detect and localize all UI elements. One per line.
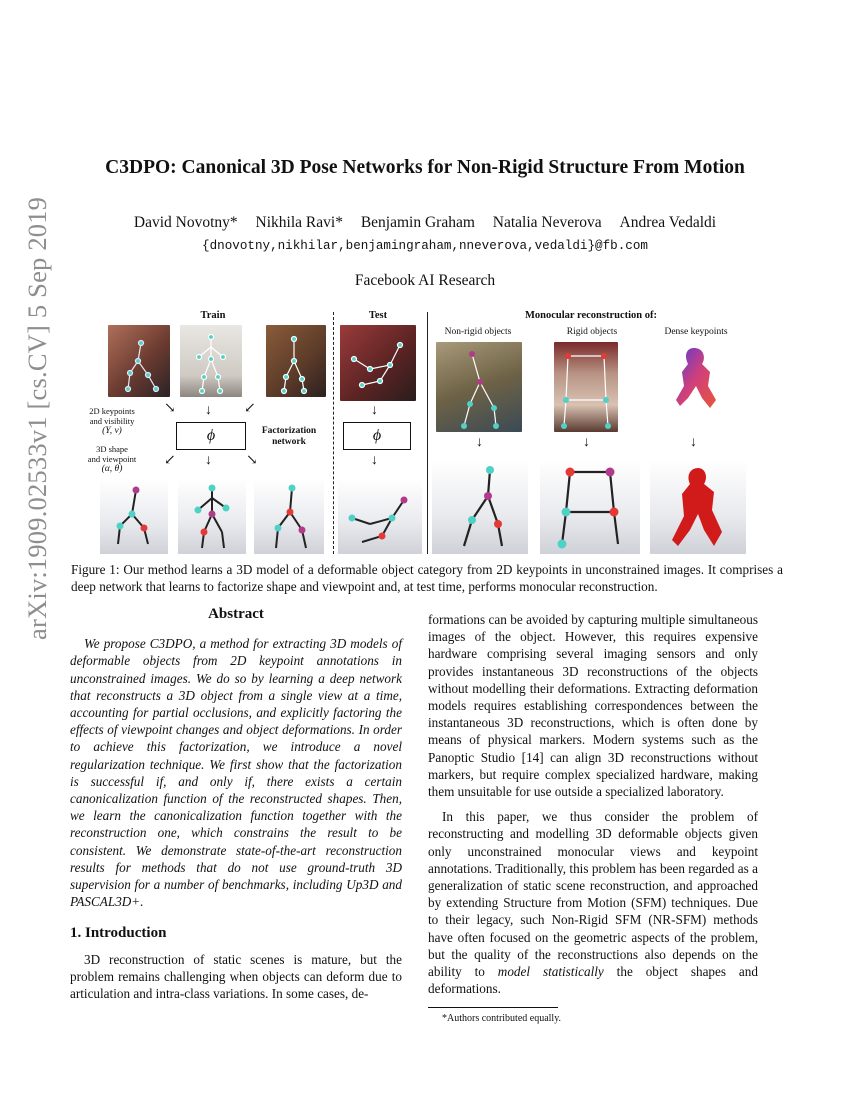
left-column [70, 606, 402, 1002]
skeleton-render [432, 460, 528, 554]
affiliation: Facebook AI Research [354, 272, 496, 289]
figure-1 [86, 308, 766, 558]
figure-caption: Figure 1: Our method learns a 3D model of a deformable object category from 2D keypoints in unconstrained images. It comprises a deep network that learns to factorize shape and viewpoint and, at test time, performs monocular reconstruction. [71, 562, 783, 594]
dense-figure [664, 342, 728, 414]
nonrigid-label: Non-rigid objects [444, 327, 512, 337]
dense-label: Dense keypoints [664, 327, 728, 337]
abstract-text: We propose C3DPO, a method for extracting 3D models of deformable objects from 2D keypoint annotations in unconstrained images. We do so by learning a deep network that reconstructs a 3D object from a single view at a time, accounting for partial occlusions, and explicitly factoring the effects of viewpoint changes and object deformations. In order to achieve this factorization, we introduce a novel regularization technique. We first show that the factorization is successful if, and only if, there exists a certain canonicalization function of the reconstructed shapes. Then, we learn the canonicalization function together with the reconstruction one, which constrains the result to be consistent. We demonstrate state-of-the-art reconstruction results for methods that do not use ground-truth 3D supervision for a number of benchmarks, including Up3D and PASCAL3D+. [70, 636, 402, 910]
author: Natalia Neverova [492, 214, 602, 231]
rigid-label: Rigid objects [566, 327, 618, 337]
arrow-icon: ↓ [371, 453, 378, 468]
arrow-icon: ↘ [164, 401, 176, 416]
skeleton-overlay [266, 325, 326, 397]
skeleton-render [178, 478, 246, 554]
dense-mesh-render [650, 460, 746, 554]
skeleton-render [254, 478, 324, 554]
test-render [338, 478, 422, 554]
train-photo [108, 325, 170, 397]
test-label: Test [368, 310, 388, 321]
arxiv-identifier: arXiv:1909.02533v1 [cs.CV] 5 Sep 2019 [22, 196, 52, 640]
train-photo [180, 325, 242, 397]
body-paragraph: In this paper, we thus consider the problem of reconstructing and modelling 3D deformable objects given only unconstrained monocular views and keypoint annotations. Traditionally, this problem has been regarded as a generalization of static scene reconstruction, and approached by extending Structure from Motion (SFM) techniques. Due to their legacy, such Non-Rigid SFM (NR-SFM) methods have often focused on the geometric aspects of the problem, but the quality of the reconstructions also depends on the ability to model statistically the object shapes and deformations. [428, 809, 758, 997]
author: Nikhila Ravi* [255, 214, 343, 231]
train-render [178, 478, 246, 554]
test-factorization-box: ϕ [343, 422, 411, 450]
train-label: Train [200, 310, 226, 321]
arrow-icon: ↓ [205, 403, 212, 418]
skeleton-render [338, 478, 422, 554]
skeleton-overlay [340, 325, 416, 401]
keypoints-label: 2D keypoints and visibility (Y, v) [89, 406, 135, 436]
author: Andrea Vedaldi [619, 214, 717, 231]
skeleton-render [100, 478, 168, 554]
train-photo [266, 325, 326, 397]
dense-render [650, 460, 746, 554]
train-test-divider [333, 312, 334, 554]
author: Benjamin Graham [360, 214, 475, 231]
intro-paragraph: 3D reconstruction of static scenes is mature, but the problem remains challenging when objects can deform due to articulation and intra-class variations. In some cases, de- [70, 951, 402, 1002]
train-render [100, 478, 168, 554]
test-photo [340, 325, 416, 401]
mono-label: Monocular reconstruction of: [524, 310, 657, 321]
skeleton-render [540, 460, 640, 554]
rigid-render [540, 460, 640, 554]
train-render [254, 478, 324, 554]
arrow-icon: ↓ [690, 435, 697, 450]
paper-title: C3DPO: Canonical 3D Pose Networks for Non-Rigid Structure From Motion [105, 157, 745, 178]
rigid-photo [554, 342, 618, 432]
emphasis: model statistically [497, 964, 604, 980]
arrow-icon: ↓ [476, 435, 483, 450]
arrow-icon: ↙ [164, 453, 176, 468]
skeleton-overlay [436, 342, 522, 432]
right-column [428, 611, 758, 1028]
skeleton-overlay [554, 342, 618, 432]
arrow-icon: ↓ [205, 453, 212, 468]
abstract-heading: Abstract [208, 606, 264, 622]
footnote: *Authors contributed equally. [442, 1013, 562, 1025]
author: David Novotny* [133, 214, 238, 231]
arrow-icon: ↓ [583, 435, 590, 450]
nonrigid-photo [436, 342, 522, 432]
body-paragraph: formations can be avoided by capturing multiple simultaneous images of the object. However, this requires expensive hardware comprising several imaging sensors and only provides instantaneous 3D reconstructions of the objects without modelling their deformations. Extracting deformation models requires establishing correspondences between the instantaneous 3D reconstructions, which is often done by means of physical markers. Modern systems such as the Panoptic Studio [14] can align 3D reconstructions without markers, but require complex specialized hardware, making them unsuitable for use outside a specialized laboratory. [428, 612, 758, 800]
author-list [0, 214, 850, 232]
arrow-icon: ↙ [244, 401, 256, 416]
author-emails: {dnovotny,nikhilar,benjamingraham,nneverova,vedaldi}@fb.com [202, 239, 648, 253]
factorization-box: ϕ [176, 422, 246, 450]
nonrigid-render [432, 460, 528, 554]
arrow-icon: ↘ [246, 453, 258, 468]
factorization-label: Factorization network [261, 426, 317, 447]
dense-photo [664, 342, 728, 414]
footnote-rule [428, 1007, 558, 1008]
arrow-icon: ↓ [371, 403, 378, 418]
skeleton-overlay [108, 325, 170, 397]
intro-heading: 1. Introduction [70, 925, 167, 942]
shape-viewpoint-label: 3D shape and viewpoint (α, θ) [87, 444, 137, 474]
test-mono-divider [427, 312, 428, 554]
skeleton-overlay [180, 325, 242, 397]
